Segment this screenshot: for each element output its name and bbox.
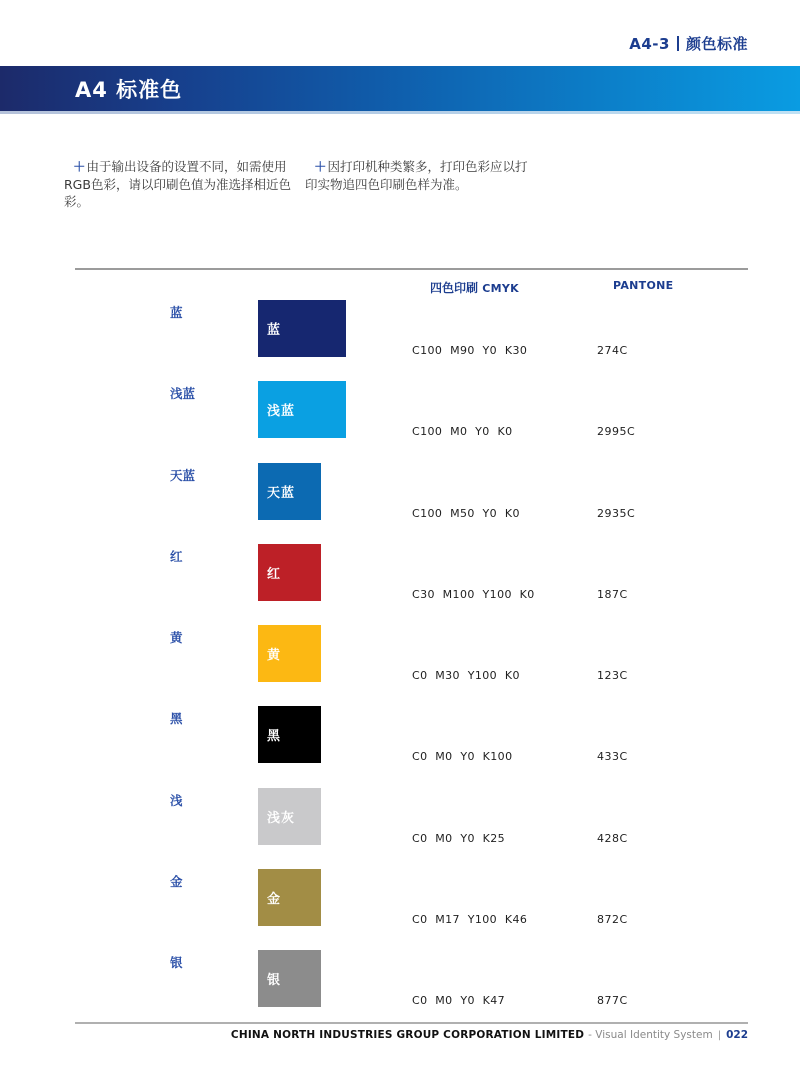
section-title: 颜色标准 — [685, 35, 748, 53]
color-swatch — [258, 381, 346, 438]
color-row-blue — [75, 300, 748, 381]
footer-separator: | — [717, 1029, 722, 1041]
pantone-value: 433C — [597, 750, 628, 764]
cmyk-value: C100 M0 Y0 K0 — [412, 425, 513, 439]
pantone-value: 123C — [597, 669, 628, 682]
column-header-cmyk: 四色印刷 CMYK — [430, 281, 519, 295]
row-label: 银 — [170, 955, 183, 970]
pantone-value: 274C — [597, 344, 628, 357]
swatch-label: 浅灰 — [267, 810, 296, 826]
column-header-pantone: PANTONE — [613, 279, 674, 292]
pantone-value: 2995C — [597, 425, 636, 439]
swatch-label: 蓝 — [267, 323, 282, 338]
pantone-value: 428C — [597, 831, 628, 845]
pantone-value: 877C — [597, 994, 628, 1007]
color-row-silver — [75, 950, 748, 1031]
table-top-rule — [75, 268, 748, 270]
row-label: 黑 — [170, 711, 183, 727]
swatch-label: 浅蓝 — [267, 404, 296, 420]
color-swatch — [258, 300, 346, 357]
footer-system-label: - Visual Identity System — [588, 1029, 713, 1041]
color-swatch — [258, 625, 321, 682]
row-label: 金 — [170, 873, 183, 889]
swatch-label: 黑 — [267, 729, 282, 745]
cmyk-value: C0 M0 Y0 K25 — [412, 831, 506, 845]
footer-rule — [75, 1022, 748, 1024]
row-label: 黄 — [170, 630, 183, 645]
note-line: RGB色彩，请以印刷色值为准选择相近色 — [64, 176, 291, 192]
color-row-sky-blue — [75, 463, 748, 544]
page-banner — [0, 66, 800, 111]
color-row-yellow — [75, 625, 748, 706]
pantone-value: 2935C — [597, 506, 636, 520]
color-row-gold — [75, 869, 748, 950]
color-swatch — [258, 706, 321, 763]
row-label: 浅 — [170, 792, 183, 808]
section-code: A4-3 — [629, 34, 670, 53]
note-line: 印实物追四色印刷色样为准。 — [305, 176, 468, 192]
swatch-label: 黄 — [267, 648, 282, 663]
color-swatch — [258, 788, 321, 845]
cmyk-value: C0 M30 Y100 K0 — [412, 669, 520, 682]
banner-underline — [0, 111, 800, 114]
color-rows — [75, 300, 748, 1031]
color-swatch — [258, 463, 321, 520]
swatch-label: 红 — [267, 566, 282, 582]
note-rgb-usage — [64, 158, 296, 211]
color-row-red — [75, 544, 748, 625]
cmyk-value: C30 M100 Y100 K0 — [412, 587, 535, 601]
page-title: A4 标准色 — [75, 77, 183, 102]
color-swatch — [258, 869, 321, 926]
table-header — [75, 279, 748, 293]
section-divider — [677, 36, 679, 51]
cmyk-value: C100 M90 Y0 K30 — [412, 344, 528, 357]
cmyk-value: C0 M0 Y0 K100 — [412, 750, 513, 764]
pantone-value: 872C — [597, 912, 628, 926]
color-row-light-gray — [75, 788, 748, 869]
color-swatch — [258, 544, 321, 601]
cmyk-value: C0 M17 Y100 K46 — [412, 912, 528, 926]
cmyk-value: C0 M0 Y0 K47 — [412, 994, 506, 1007]
pantone-value: 187C — [597, 587, 628, 601]
footer-company-name: CHINA NORTH INDUSTRIES GROUP CORPORATION LIMITED — [230, 1029, 585, 1041]
row-label: 天蓝 — [170, 467, 196, 483]
page-number: 022 — [726, 1029, 748, 1041]
plus-icon: ＋ — [73, 159, 86, 174]
row-label: 红 — [170, 548, 183, 564]
color-swatch — [258, 950, 321, 1007]
note-line: 彩。 — [64, 194, 90, 209]
cmyk-value: C100 M50 Y0 K0 — [412, 506, 520, 520]
row-label: 浅蓝 — [170, 386, 196, 402]
plus-icon: ＋ — [314, 159, 327, 174]
color-row-black — [75, 706, 748, 787]
color-row-light-blue — [75, 381, 748, 462]
swatch-label: 金 — [267, 891, 282, 907]
note-printer-color — [305, 158, 537, 193]
swatch-label: 银 — [267, 973, 282, 988]
swatch-label: 天蓝 — [267, 485, 296, 501]
note-line: 由于输出设备的设置不同，如需使用 — [86, 159, 287, 174]
footer — [231, 1029, 748, 1041]
note-line: 因打印机种类繁多，打印色彩应以打 — [327, 159, 528, 174]
section-label — [629, 33, 748, 54]
row-label: 蓝 — [170, 305, 183, 320]
